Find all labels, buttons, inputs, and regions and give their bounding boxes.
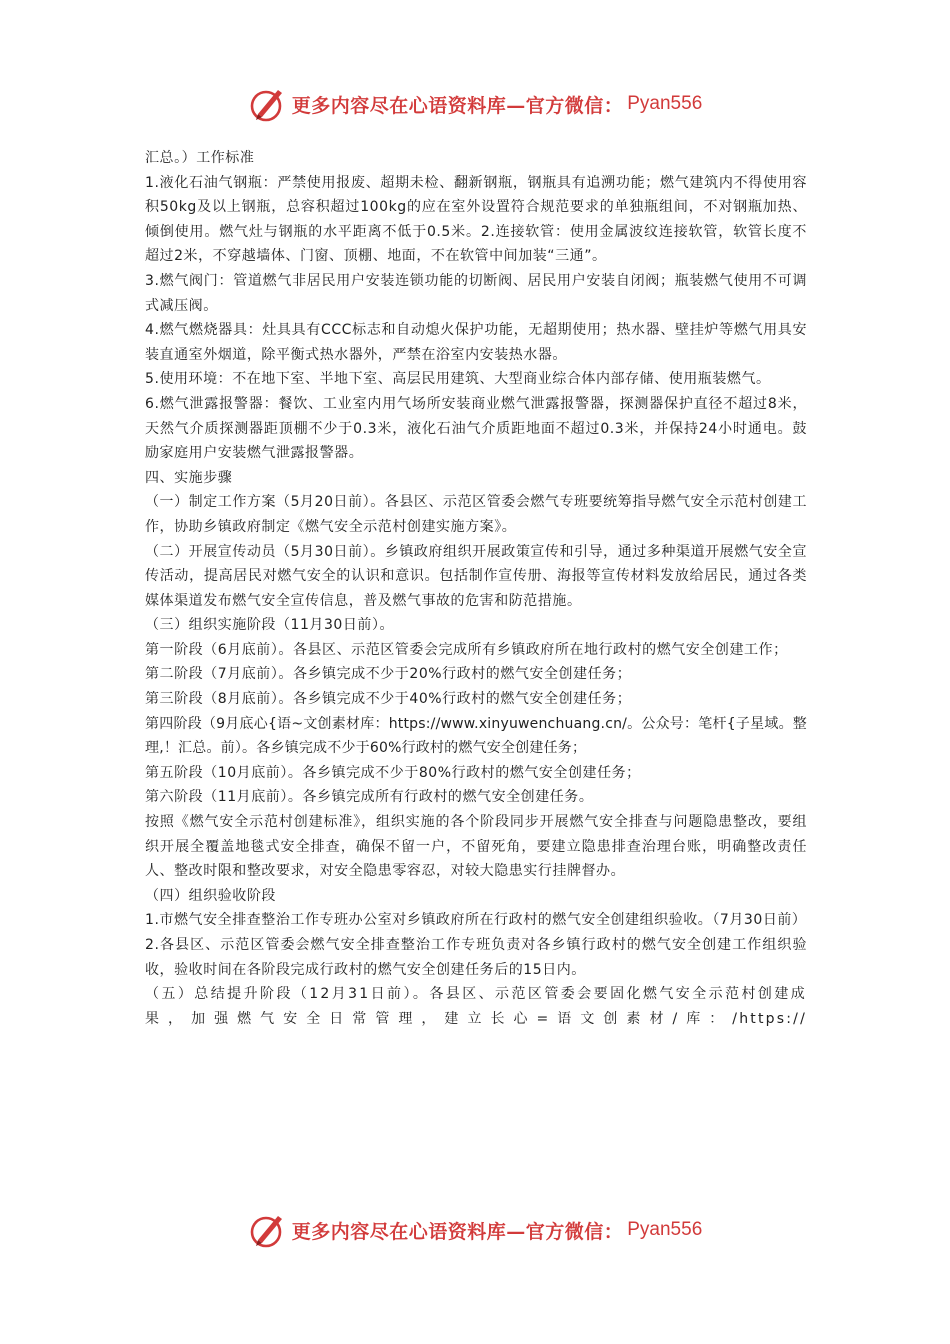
banner-text: 更多内容尽在心语资料库—官方微信： [291, 1220, 624, 1243]
paragraph: 1.液化石油气钢瓶：严禁使用报废、超期未检、翻新钢瓶，钢瓶具有追溯功能；燃气建筑内不得使用容积50kg及以上钢瓶，总容积超过100kg的应在室外设置符合规范要求的单独瓶组间，不对钢瓶加热、倾倒使用。燃气灶与钢瓶的水平距离不低于0.5米。2.连接软管：使用金属波纹连接软管，软管长度不超过2米，不穿越墙体、门窗、顶棚、地面，不在软管中间加装“三通”。 [145, 174, 807, 265]
paragraph: （一）制定工作方案（5月20日前）。各县区、示范区管委会燃气专班要统筹指导燃气安全示范村创建工作，协助乡镇政府制定《燃气安全示范村创建实施方案》。 [145, 494, 807, 535]
paragraph: 按照《燃气安全示范村创建标准》，组织实施的各个阶段同步开展燃气安全排查与问题隐患整改，要组织开展全覆盖地毯式安全排查，确保不留一户，不留死角，要建立隐患排查治理台账，明确整改责任人、整改时限和整改要求，对安全隐患零容忍，对较大隐患实行挂牌督办。 [145, 814, 807, 880]
paragraph: 汇总。）工作标准 [145, 150, 255, 166]
paragraph: 第二阶段（7月底前）。各乡镇完成不少于20%行政村的燃气安全创建任务； [145, 666, 632, 683]
section-heading: 四、实施步骤 [145, 469, 233, 486]
document-body [145, 146, 807, 1031]
paragraph: 1.市燃气安全排查整治工作专班办公室对乡镇政府所在行政村的燃气安全创建组织验收。（7月30日前） [145, 912, 807, 929]
paragraph: 第四阶段（9月底心{语~文创素材库：https://www.xinyuwenchuang.cn/。公众号：笔杆{子星域。整理,！汇总。前）。各乡镇完成不少于60%行政村的燃气安全创建任务； [145, 715, 807, 757]
paragraph: 4.燃气燃烧器具：灶具具有CCC标志和自动熄火保护功能，无超期使用；热水器、壁挂炉等燃气用具安装直通室外烟道，除平衡式热水器外，严禁在浴室内安装热水器。 [145, 322, 807, 363]
paragraph: 第三阶段（8月底前）。各乡镇完成不少于40%行政村的燃气安全创建任务； [145, 691, 632, 708]
header-banner [0, 82, 950, 126]
banner-wechat-id: Pyan556 [627, 1219, 703, 1240]
paragraph: 6.燃气泄露报警器：餐饮、工业室内用气场所安装商业燃气泄露报警器，探测器保护直径不超过8米，天然气介质探测器距顶棚不少于0.3米，液化石油气介质距地面不超过0.3米，并保持24小时通电。鼓励家庭用户安装燃气泄露报警器。 [145, 395, 807, 462]
footer-banner [0, 1208, 950, 1252]
paragraph: （五）总结提升阶段（12月31日前）。各县区、示范区管委会要固化燃气安全示范村创建成果，加强燃气安全日常管理，建立长心=语文创素材/库：/https:// [145, 986, 807, 1027]
paragraph: （三）组织实施阶段（11月30日前）。 [145, 617, 395, 634]
section-heading: （四）组织验收阶段 [145, 887, 276, 904]
pen-logo-icon [248, 84, 288, 124]
paragraph: 2.各县区、示范区管委会燃气安全排查整治工作专班负责对各乡镇行政村的燃气安全创建工作组织验收，验收时间在各阶段完成行政村的燃气安全创建任务后的15日内。 [145, 937, 807, 978]
paragraph: 第五阶段（10月底前）。各乡镇完成不少于80%行政村的燃气安全创建任务； [145, 764, 641, 781]
banner-wechat-id: Pyan556 [627, 93, 703, 114]
paragraph: （二）开展宣传动员（5月30日前）。乡镇政府组织开展政策宣传和引导，通过多种渠道开展燃气安全宣传活动，提高居民对燃气安全的认识和意识。包括制作宣传册、海报等宣传材料发放给居民，通过各类媒体渠道发布燃气安全宣传信息，普及燃气事故的危害和防范措施。 [145, 543, 807, 609]
paragraph: 5.使用环境：不在地下室、半地下室、高层民用建筑、大型商业综合体内部存储、使用瓶装燃气。 [145, 371, 771, 388]
paragraph: 3.燃气阀门：管道燃气非居民用户安装连锁功能的切断阀、居民用户安装自闭阀；瓶装燃气使用不可调式减压阀。 [145, 272, 807, 314]
banner-text: 更多内容尽在心语资料库—官方微信： [291, 94, 624, 117]
paragraph: 第一阶段（6月底前）。各县区、示范区管委会完成所有乡镇政府所在地行政村的燃气安全创建工作； [145, 641, 788, 658]
paragraph: 第六阶段（11月底前）。各乡镇完成所有行政村的燃气安全创建任务。 [145, 789, 594, 806]
pen-logo-icon [248, 1210, 288, 1250]
